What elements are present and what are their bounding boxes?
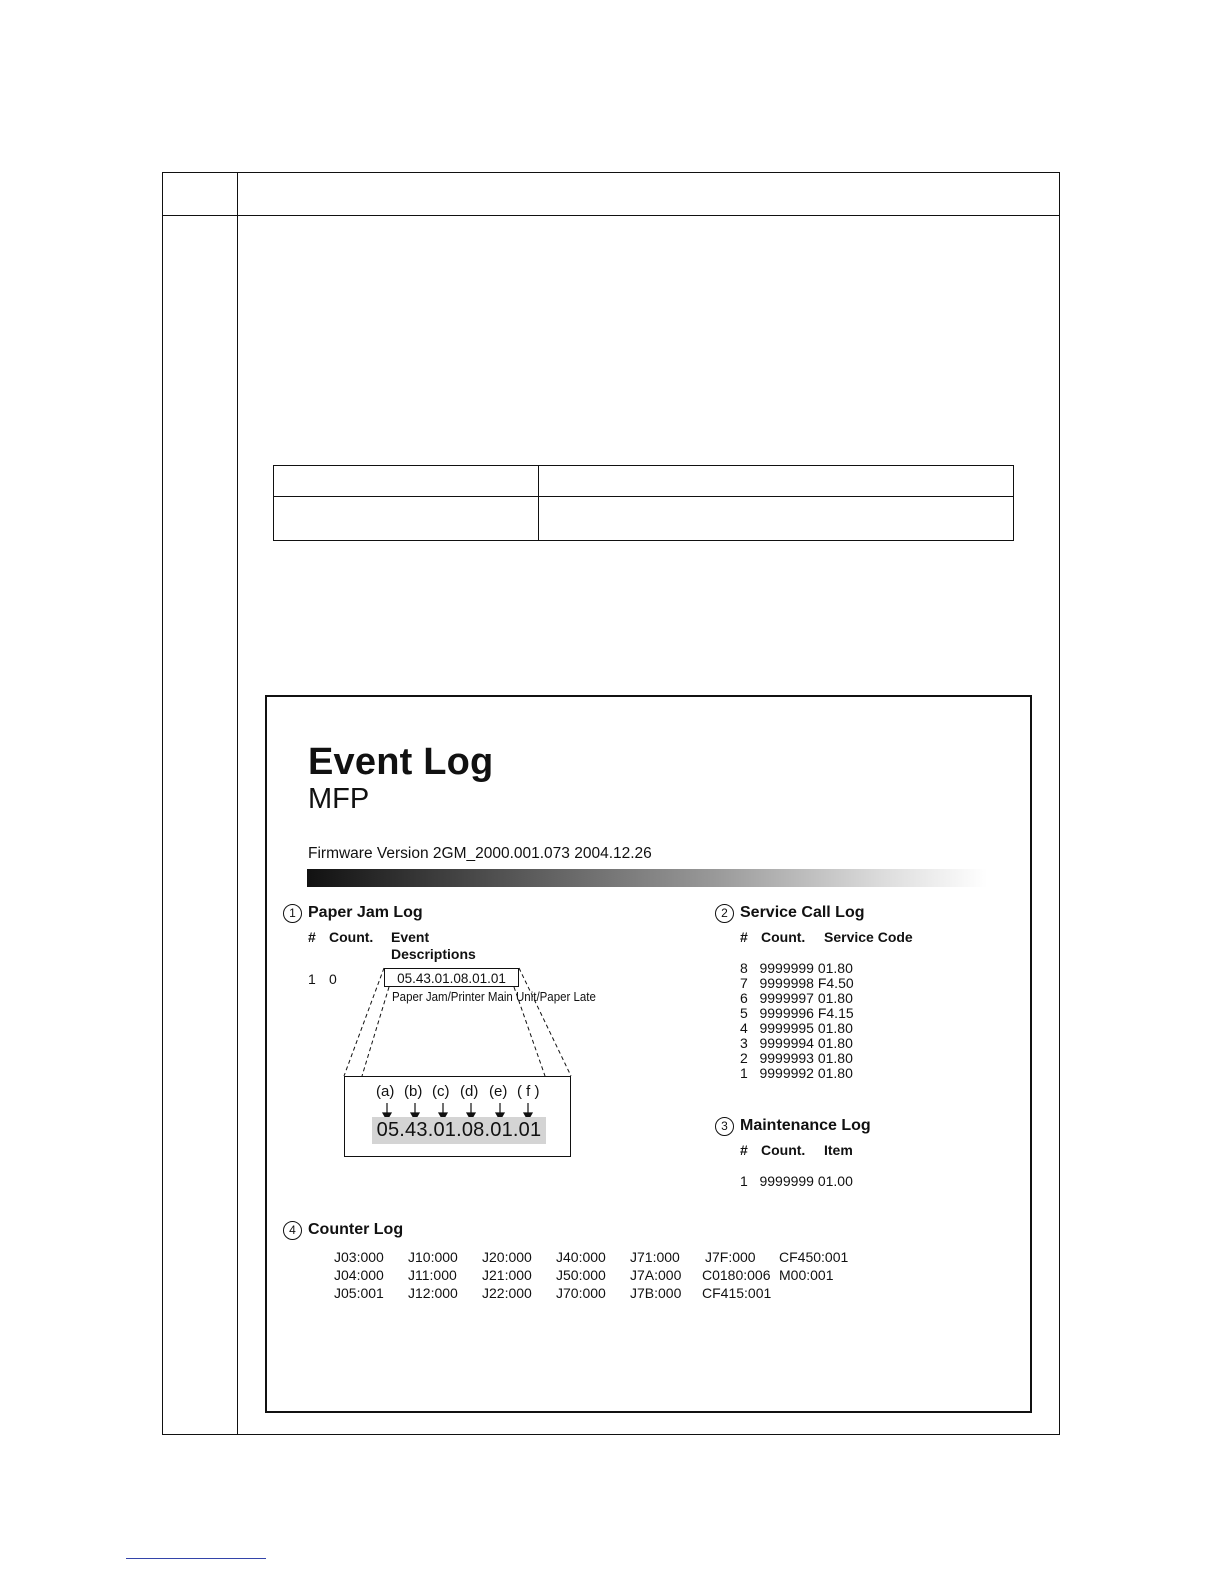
counter-cell: J50:000 — [556, 1267, 606, 1283]
counter-cell: CF450:001 — [779, 1249, 849, 1265]
label-f: ( f ) — [517, 1083, 540, 1100]
paper-jam-row-count: 0 — [329, 971, 337, 987]
marker-3-icon: 3 — [715, 1117, 734, 1136]
service-call-row: 5 9999996 F4.15 — [740, 1005, 854, 1021]
event-log-subtitle: MFP — [308, 783, 370, 815]
counter-cell: J10:000 — [408, 1249, 458, 1265]
counter-cell: J11:000 — [408, 1267, 457, 1283]
counter-cell: J22:000 — [482, 1285, 532, 1301]
paper-jam-description: Paper Jam/Printer Main Unit/Paper Late — [392, 990, 596, 1004]
paper-jam-row-num: 1 — [308, 971, 316, 987]
label-b: (b) — [404, 1083, 423, 1100]
maintenance-col-item: Item — [824, 1142, 853, 1158]
label-c: (c) — [432, 1083, 450, 1100]
counter-cell: J71:000 — [630, 1249, 680, 1265]
maintenance-col-num: # — [740, 1142, 748, 1158]
footnote-rule — [126, 1558, 266, 1559]
label-e: (e) — [489, 1083, 508, 1100]
header-row-divider — [163, 215, 1059, 216]
marker-1-icon: 1 — [283, 904, 302, 923]
counter-cell: J7B:000 — [630, 1285, 682, 1301]
event-log-title: Event Log — [308, 741, 494, 783]
counter-cell: M00:001 — [779, 1267, 834, 1283]
empty-table-column-divider — [538, 466, 539, 540]
counter-log-heading: Counter Log — [308, 1221, 404, 1238]
counter-cell: CF415:001 — [702, 1285, 772, 1301]
maintenance-row: 1 9999999 01.00 — [740, 1173, 853, 1189]
service-call-row: 2 9999993 01.80 — [740, 1050, 853, 1066]
zoom-connector-lines — [267, 697, 1030, 1411]
counter-cell: C0180:006 — [702, 1267, 771, 1283]
counter-cell: J40:000 — [556, 1249, 606, 1265]
paper-jam-heading: Paper Jam Log — [308, 904, 423, 921]
service-call-row: 7 9999998 F4.50 — [740, 975, 854, 991]
marker-4-icon: 4 — [283, 1221, 302, 1240]
service-call-col-count: Count. — [761, 929, 806, 945]
paper-jam-code: 05.43.01.08.01.01 — [384, 968, 519, 987]
label-d: (d) — [460, 1083, 479, 1100]
service-call-col-code: Service Code — [824, 929, 913, 945]
paper-jam-col-event: Event — [391, 929, 430, 945]
empty-table-row-divider — [274, 496, 1013, 497]
firmware-version: Firmware Version 2GM_2000.001.073 2004.12.26 — [308, 845, 652, 862]
zoom-code: 05.43.01.08.01.01 — [372, 1117, 546, 1144]
paper-jam-col-count: Count. — [329, 929, 374, 945]
counter-cell: J03:000 — [334, 1249, 384, 1265]
label-a: (a) — [376, 1083, 395, 1100]
service-call-row: 8 9999999 01.80 — [740, 960, 853, 976]
marker-2-icon: 2 — [715, 904, 734, 923]
service-call-row: 4 9999995 01.80 — [740, 1020, 853, 1036]
column-divider — [237, 173, 238, 1434]
service-call-row: 1 9999992 01.80 — [740, 1065, 853, 1081]
empty-table — [273, 465, 1014, 541]
counter-cell: J7F:000 — [705, 1249, 756, 1265]
counter-cell: J12:000 — [408, 1285, 458, 1301]
paper-jam-col-num: # — [308, 929, 316, 945]
service-call-row: 3 9999994 01.80 — [740, 1035, 853, 1051]
service-call-col-num: # — [740, 929, 748, 945]
counter-cell: J04:000 — [334, 1267, 384, 1283]
event-log-figure — [265, 695, 1032, 1413]
counter-cell: J21:000 — [482, 1267, 532, 1283]
maintenance-heading: Maintenance Log — [740, 1117, 871, 1134]
counter-cell: J05:001 — [334, 1285, 384, 1301]
maintenance-col-count: Count. — [761, 1142, 806, 1158]
counter-cell: J7A:000 — [630, 1267, 682, 1283]
counter-cell: J70:000 — [556, 1285, 606, 1301]
paper-jam-col-descriptions: Descriptions — [391, 946, 476, 962]
service-call-row: 6 9999997 01.80 — [740, 990, 853, 1006]
counter-cell: J20:000 — [482, 1249, 532, 1265]
service-call-heading: Service Call Log — [740, 904, 865, 921]
